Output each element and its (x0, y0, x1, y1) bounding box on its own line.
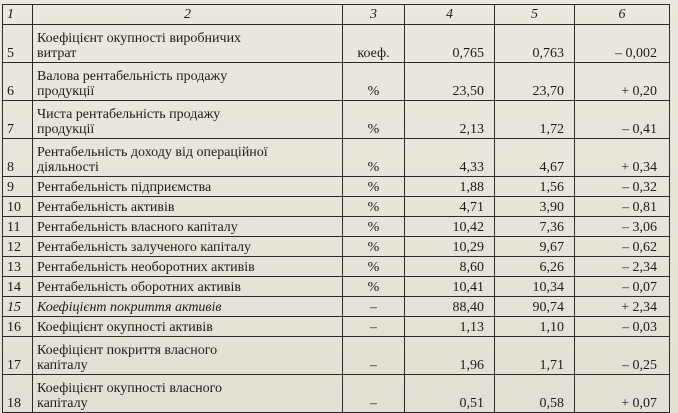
indicator-name: Рентабельність підприємства (33, 177, 343, 197)
change-value: – 0,32 (575, 177, 670, 197)
indicator-name: Рентабельність залученого капіталу (33, 237, 343, 257)
value-col5: 10,34 (495, 277, 575, 297)
value-col4: 10,42 (405, 217, 495, 237)
indicator-name (33, 25, 343, 63)
indicator-name (33, 63, 343, 101)
value-col4: 8,60 (405, 257, 495, 277)
unit: % (343, 139, 405, 177)
indicator-name: Коефіцієнт покриття активів (33, 297, 343, 317)
change-value: + 0,07 (575, 375, 670, 413)
unit: % (343, 197, 405, 217)
unit: – (343, 375, 405, 413)
row-number: 16 (3, 317, 33, 337)
change-value: + 0,20 (575, 63, 670, 101)
table-row (3, 297, 670, 317)
unit: % (343, 217, 405, 237)
unit: коеф. (343, 25, 405, 63)
row-number: 14 (3, 277, 33, 297)
table-row (3, 277, 670, 297)
change-value: – 3,06 (575, 217, 670, 237)
change-value: – 0,002 (575, 25, 670, 63)
unit: % (343, 63, 405, 101)
header-cell-1: 1 (3, 5, 33, 25)
indicator-name: Рентабельність власного капіталу (33, 217, 343, 237)
table-row (3, 237, 670, 257)
header-cell-4: 4 (405, 5, 495, 25)
table-row (3, 101, 670, 139)
indicator-name-line2: капіталу (37, 396, 88, 411)
value-col5: 1,10 (495, 317, 575, 337)
value-col5: 1,56 (495, 177, 575, 197)
value-col5: 0,58 (495, 375, 575, 413)
row-number: 8 (3, 139, 33, 177)
indicator-name-line2: продукції (37, 122, 95, 137)
change-value: – 0,25 (575, 337, 670, 375)
indicator-name: Коефіцієнт окупності активів (33, 317, 343, 337)
unit: % (343, 257, 405, 277)
value-col4: 0,765 (405, 25, 495, 63)
row-number: 13 (3, 257, 33, 277)
value-col4: 88,40 (405, 297, 495, 317)
value-col4: 1,96 (405, 337, 495, 375)
table-row (3, 63, 670, 101)
value-col5: 3,90 (495, 197, 575, 217)
value-col5: 0,763 (495, 25, 575, 63)
row-number: 5 (3, 25, 33, 63)
value-col4: 0,51 (405, 375, 495, 413)
indicator-name-line2: продукції (37, 84, 95, 99)
unit: – (343, 317, 405, 337)
table-row (3, 317, 670, 337)
row-number: 17 (3, 337, 33, 375)
row-number: 7 (3, 101, 33, 139)
indicator-name: Рентабельність необоротних активів (33, 257, 343, 277)
indicator-name-line1: Чиста рентабельність продажу (37, 107, 221, 122)
indicator-name-line2: витрат (37, 46, 77, 61)
header-cell-5: 5 (495, 5, 575, 25)
value-col4: 1,13 (405, 317, 495, 337)
table-row (3, 375, 670, 413)
value-col5: 7,36 (495, 217, 575, 237)
value-col4: 10,41 (405, 277, 495, 297)
change-value: + 2,34 (575, 297, 670, 317)
indicator-name-line1: Коефіцієнт окупності власного (37, 381, 223, 396)
unit: % (343, 101, 405, 139)
header-cell-2: 2 (33, 5, 343, 25)
value-col4: 23,50 (405, 63, 495, 101)
change-value: + 0,34 (575, 139, 670, 177)
change-value: – 0,41 (575, 101, 670, 139)
value-col5: 9,67 (495, 237, 575, 257)
unit: % (343, 277, 405, 297)
change-value: – 2,34 (575, 257, 670, 277)
indicator-name-line2: діяльності (37, 160, 99, 175)
change-value: – 0,81 (575, 197, 670, 217)
table-row (3, 25, 670, 63)
value-col4: 4,71 (405, 197, 495, 217)
value-col4: 1,88 (405, 177, 495, 197)
unit: – (343, 337, 405, 375)
indicator-name-line1: Коефіцієнт покриття власного (37, 343, 218, 358)
indicator-name (33, 139, 343, 177)
change-value: – 0,03 (575, 317, 670, 337)
row-number: 12 (3, 237, 33, 257)
row-number: 6 (3, 63, 33, 101)
table-row (3, 337, 670, 375)
unit: % (343, 177, 405, 197)
row-number: 9 (3, 177, 33, 197)
header-row (3, 5, 670, 25)
change-value: – 0,07 (575, 277, 670, 297)
unit: – (343, 297, 405, 317)
table-row (3, 139, 670, 177)
indicator-name (33, 337, 343, 375)
indicator-name: Рентабельність оборотних активів (33, 277, 343, 297)
indicator-name-line1: Валова рентабельність продажу (37, 69, 228, 84)
unit: % (343, 237, 405, 257)
indicator-name-line1: Рентабельність доходу від операційної (37, 145, 268, 160)
value-col5: 1,71 (495, 337, 575, 375)
row-number: 18 (3, 375, 33, 413)
header-cell-3: 3 (343, 5, 405, 25)
profitability-table (2, 4, 670, 413)
value-col5: 23,70 (495, 63, 575, 101)
value-col5: 90,74 (495, 297, 575, 317)
value-col4: 4,33 (405, 139, 495, 177)
change-value: – 0,62 (575, 237, 670, 257)
value-col5: 4,67 (495, 139, 575, 177)
value-col5: 6,26 (495, 257, 575, 277)
value-col5: 1,72 (495, 101, 575, 139)
indicator-name-line2: капіталу (37, 358, 88, 373)
indicator-name (33, 101, 343, 139)
table-row (3, 217, 670, 237)
indicator-name (33, 375, 343, 413)
table-row (3, 177, 670, 197)
value-col4: 2,13 (405, 101, 495, 139)
row-number: 10 (3, 197, 33, 217)
value-col4: 10,29 (405, 237, 495, 257)
row-number: 15 (3, 297, 33, 317)
row-number: 11 (3, 217, 33, 237)
table-row (3, 197, 670, 217)
indicator-name: Рентабельність активів (33, 197, 343, 217)
table-row (3, 257, 670, 277)
header-cell-6: 6 (575, 5, 670, 25)
indicator-name-line1: Коефіцієнт окупності виробничих (37, 31, 242, 46)
